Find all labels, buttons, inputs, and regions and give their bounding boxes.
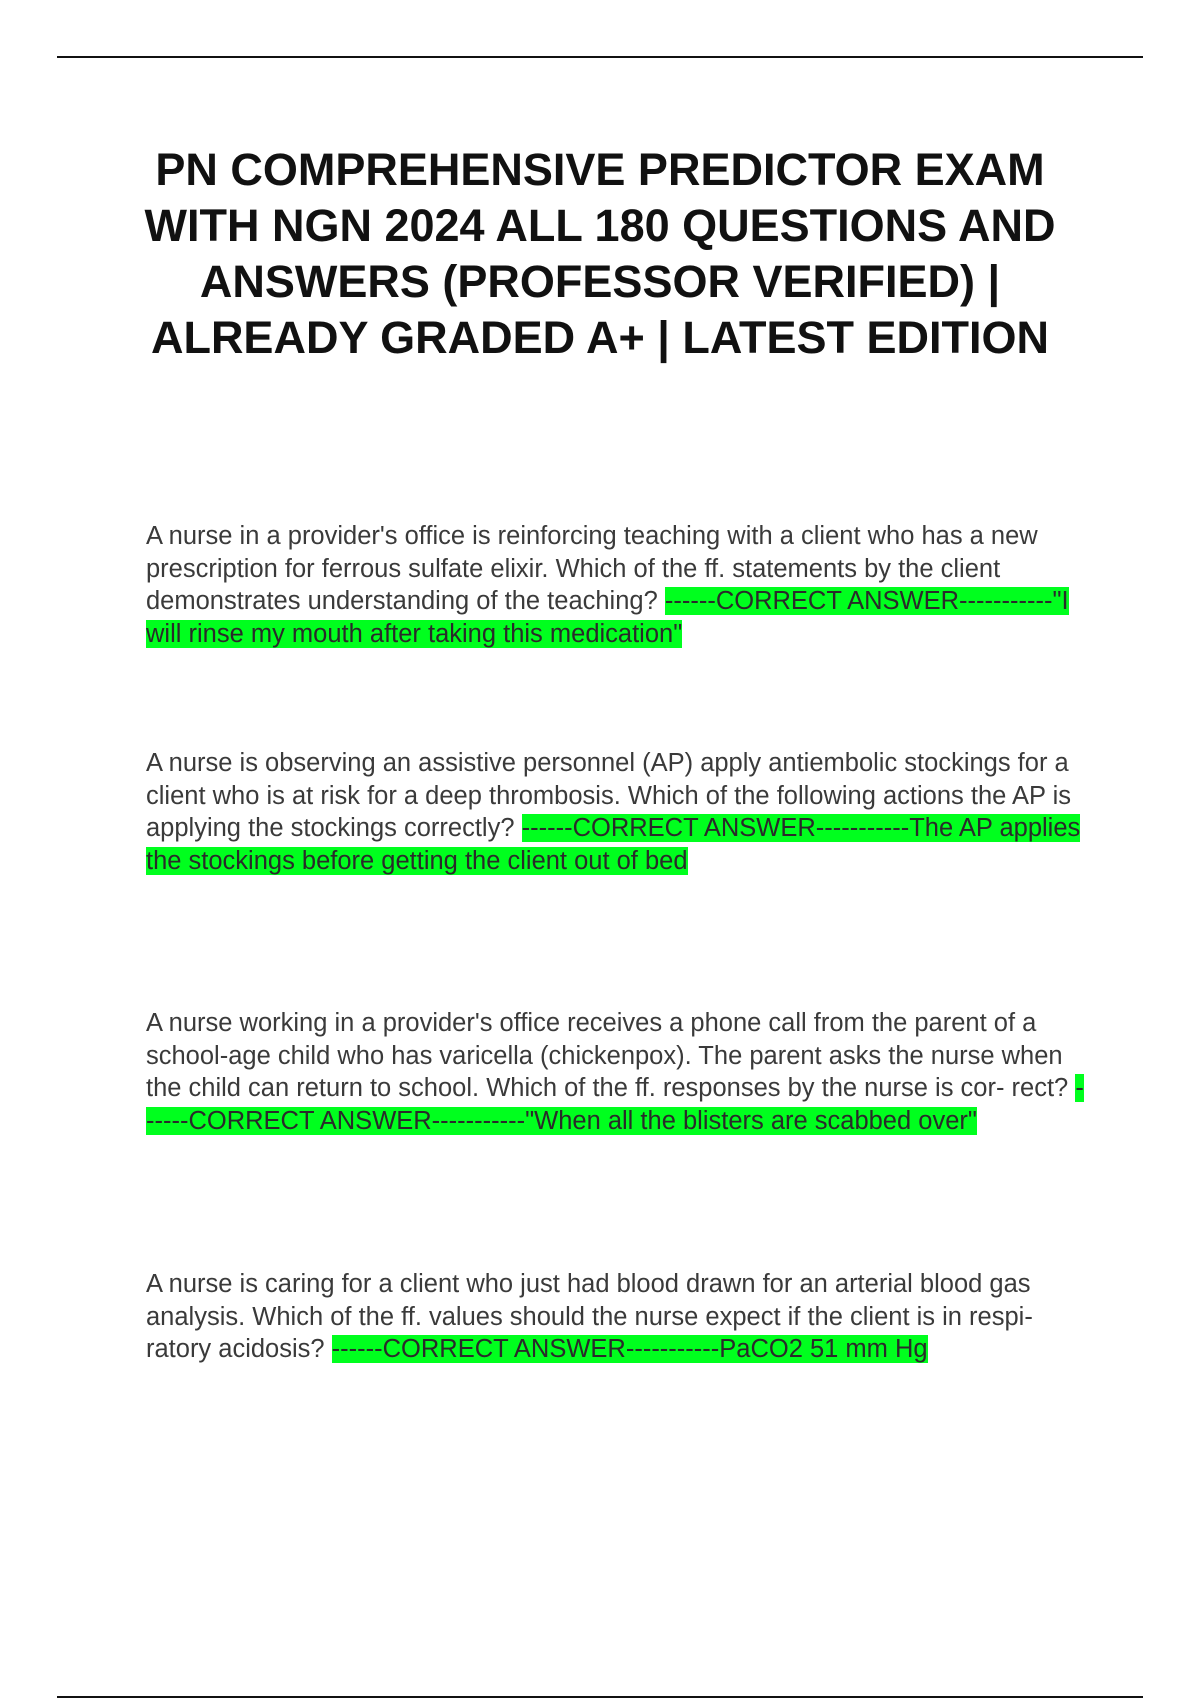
qa-item-3 bbox=[146, 1007, 1092, 1137]
document-title: PN COMPREHENSIVE PREDICTOR EXAM WITH NGN 2024 ALL 180 QUESTIONS AND ANSWERS (PROFESSOR VERIFIED) | ALREADY GRADED A+ | LATEST EDITION bbox=[144, 144, 1056, 363]
answer-highlight: ------CORRECT ANSWER-----------The AP applies the stockings before getting the client out of bed bbox=[146, 814, 1081, 875]
question-text: A nurse working in a provider's office receives a phone call from the parent of a school-age child who has varicella (chickenpox). The parent asks the nurse when the child can return to school. Which of the ff. responses by the nurse is cor- rect? bbox=[146, 1009, 1069, 1102]
question-text: A nurse in a provider's office is reinforcing teaching with a client who has a new prescription for ferrous sulfate elixir. Which of the ff. statements by the client demonstrates understanding of the teaching? bbox=[146, 522, 1038, 615]
question-text: A nurse is caring for a client who just had blood drawn for an arterial blood gas analysis. Which of the ff. values should the nurse expect if the client is in respi- ratory acidosis? bbox=[146, 1270, 1033, 1363]
answer-highlight: ------CORRECT ANSWER-----------"I will rinse my mouth after taking this medication" bbox=[146, 587, 1069, 648]
qa-item-2 bbox=[146, 747, 1092, 877]
answer-highlight: ------CORRECT ANSWER-----------PaCO2 51 mm Hg bbox=[331, 1335, 928, 1363]
bottom-rule bbox=[57, 1696, 1143, 1698]
qa-item-4 bbox=[146, 1268, 1092, 1366]
question-text: A nurse is observing an assistive personnel (AP) apply antiembolic stockings for a client who is at risk for a deep thrombosis. Which of the following actions the AP is applying the stockings correctly? bbox=[146, 749, 1072, 842]
answer-highlight: ------CORRECT ANSWER-----------"When all the blisters are scabbed over" bbox=[146, 1074, 1084, 1135]
qa-item-1 bbox=[146, 520, 1092, 650]
top-rule bbox=[57, 56, 1143, 58]
